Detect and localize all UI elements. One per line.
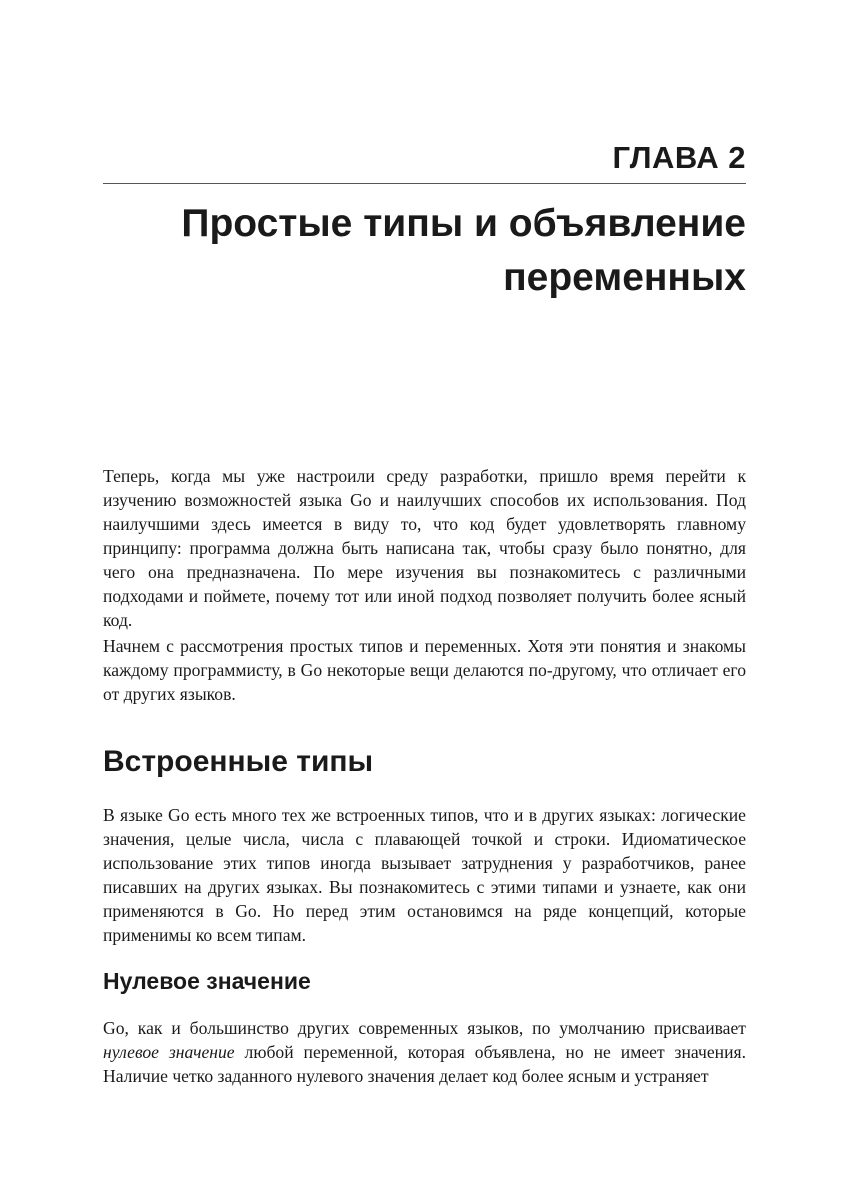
zero-value-text-before: Go, как и большинство других современных языков, по умолчанию присваивает [103,1018,746,1038]
chapter-divider [103,183,746,184]
chapter-title-line-1: Простые типы и объявление [181,202,746,245]
intro-paragraph-2: Начнем с рассмотрения простых типов и переменных. Хотя эти понятия и знакомы каждому программисту, в Go некоторые вещи делаются по-другому, что отличает его от других языков. [103,636,746,704]
chapter-label: ГЛАВА 2 [612,140,746,175]
chapter-title-line-2: переменных [503,256,746,299]
builtin-types-paragraph: В языке Go есть много тех же встроенных типов, что и в других языках: логические значения, целые числа, числа с плавающей точкой и строки. Идиоматическое использование этих типов иногда вызывает затруднения у разработчиков, ранее писавших на других языках. Вы познакомитесь с этими типами и узнаете, как они применяются в Go. Но перед этим остановимся на ряде концепций, которые применимы ко всем типам. [103,805,746,945]
zero-value-paragraph [103,1016,746,1088]
zero-value-term: нулевое значение [103,1042,235,1062]
subsection-heading-zero-value: Нулевое значение [103,968,311,994]
zero-value-text-after: любой переменной, которая объявлена, но не имеет значения. Наличие четко заданного нулевого значения делает код более ясным и устраняет [103,1042,747,1086]
chapter-title [103,197,746,305]
section-heading-builtin-types: Встроенные типы [103,745,374,778]
intro-paragraph-1: Теперь, когда мы уже настроили среду разработки, пришло время перейти к изучению возможностей языка Go и наилучших способов их использования. Под наилучшими здесь имеется в виду то, что код будет удовлетворять главному принципу: программа должна быть написана так, чтобы сразу было понятно, для чего она предназначена. По мере изучения вы познакомитесь с различными подходами и поймете, почему тот или иной подход позволяет получить более ясный код. [103,466,746,630]
